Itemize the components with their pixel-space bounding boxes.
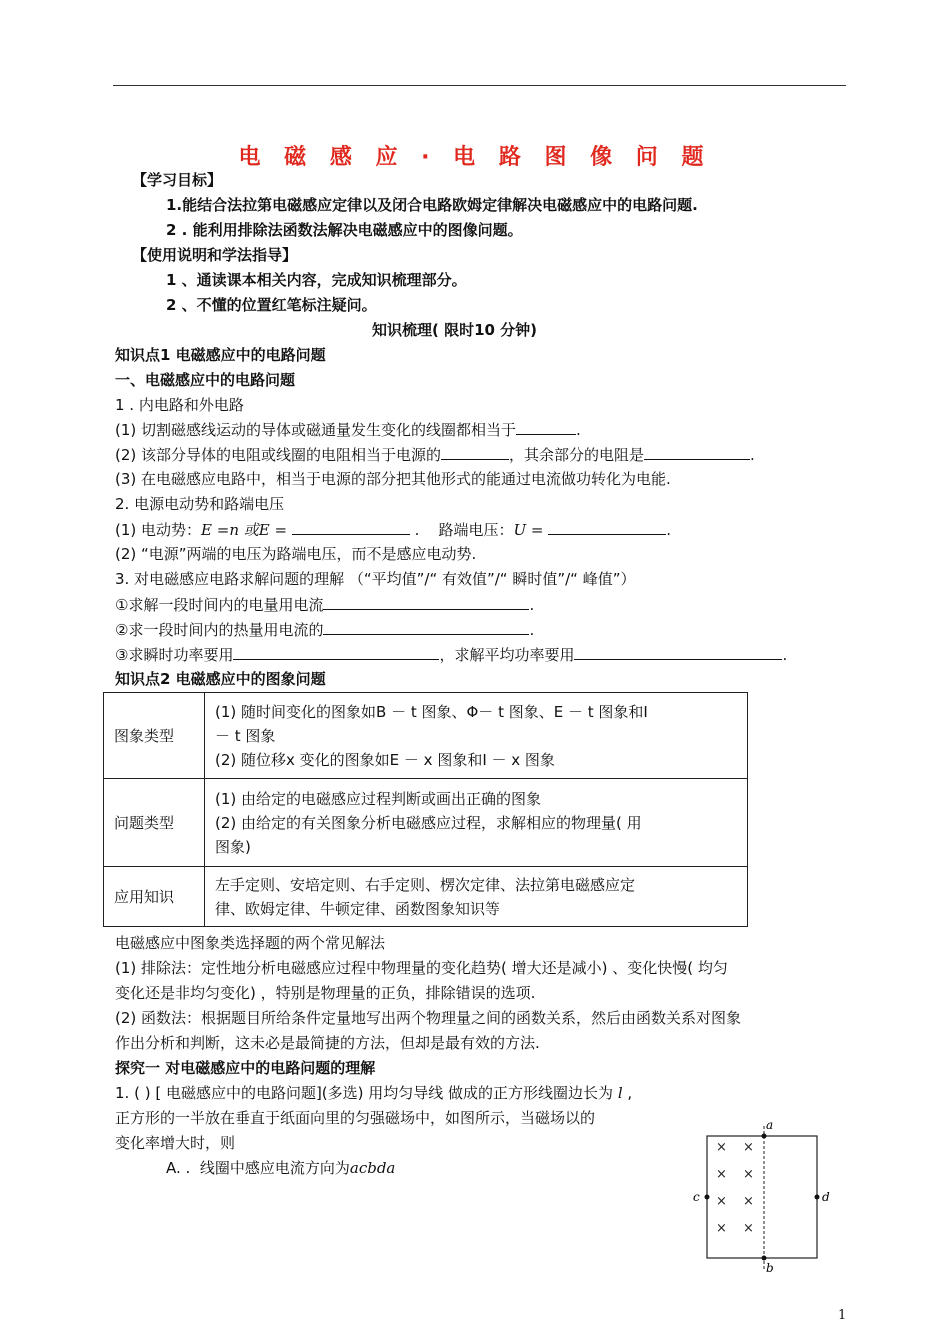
usage-2: 2 、不懂的位置红笔标注疑问。 bbox=[166, 296, 377, 314]
blank-field[interactable] bbox=[644, 444, 750, 460]
field-mark: × bbox=[743, 1194, 754, 1209]
item-2: 2. 电源电动势和路端电压 bbox=[115, 495, 285, 513]
item-3-3-text-a: ③求瞬时功率要用 bbox=[115, 646, 234, 664]
table-line: (2) 随位移x 变化的图象如E － x 图象和I － x 图象 bbox=[215, 750, 555, 769]
kp1-heading: 知识点1 电磁感应中的电路问题 bbox=[115, 346, 326, 364]
method-1-line-1: (1) 排除法：定性地分析电磁感应过程中物理量的变化趋势( 增大还是减小) 、变化快慢( 均匀 bbox=[115, 959, 728, 977]
table-line: － t 图象 bbox=[215, 726, 276, 745]
option-a-var: acbda bbox=[349, 1159, 396, 1177]
item-3-2-text: ②求一段时间内的热量用电流的 bbox=[115, 621, 324, 639]
blank-field[interactable] bbox=[441, 444, 509, 460]
field-mark: × bbox=[716, 1140, 727, 1155]
goal-2: 2 . 能利用排除法函数法解决电磁感应中的图像问题。 bbox=[166, 221, 523, 239]
table-line: 左手定则、安培定则、右手定则、楞次定律、法拉第电磁感应定 bbox=[215, 875, 636, 894]
item-2-1-label: (1) 电动势： bbox=[115, 521, 202, 539]
item-3-3-text-b: ，求解平均功率要用 bbox=[439, 646, 575, 664]
item-1-1: (1) 切割磁感线运动的导体或磁通量发生变化的线圈都相当于 . bbox=[115, 421, 581, 439]
table-row-body bbox=[205, 867, 748, 927]
field-mark: × bbox=[743, 1167, 754, 1182]
item-3: 3. 对电磁感应电路求解问题的理解 （“平均值”/“ 有效值”/“ 瞬时值”/“ 峰值”） bbox=[115, 570, 636, 588]
blank-field[interactable] bbox=[548, 519, 666, 535]
item-1-1-text: (1) 切割磁感线运动的导体或磁通量发生变化的线圈都相当于 bbox=[115, 421, 517, 439]
blank-field[interactable] bbox=[516, 419, 576, 435]
kp2-heading: 知识点2 电磁感应中的图象问题 bbox=[115, 670, 326, 688]
field-mark: × bbox=[743, 1221, 754, 1236]
page-number: 1 bbox=[838, 1308, 847, 1323]
field-mark: × bbox=[716, 1221, 727, 1236]
blank-field[interactable] bbox=[574, 644, 782, 660]
item-2-2: (2) “电源”两端的电压为路端电压，而不是感应电动势. bbox=[115, 545, 477, 563]
side-length-var: l bbox=[617, 1084, 623, 1102]
table-line: (1) 随时间变化的图象如B － t 图象、Φ－ t 图象、E － t 图象和I bbox=[215, 702, 648, 721]
item-1-2-text-a: (2) 该部分导体的电阻或线圈的电阻相当于电源的 bbox=[115, 446, 442, 464]
item-1-2-text-b: ，其余部分的电阻是 bbox=[509, 446, 645, 464]
emf-formula: E =n 或E = bbox=[201, 521, 288, 539]
item-3-3: ③求瞬时功率要用 ，求解平均功率要用 . bbox=[115, 646, 788, 664]
method-2-line-1: (2) 函数法：根据题目所给条件定量地写出两个物理量之间的函数关系，然后由函数关系对图象 bbox=[115, 1009, 742, 1027]
usage-heading: 【使用说明和学法指导】 bbox=[132, 246, 298, 264]
coil-figure bbox=[680, 1112, 840, 1282]
goal-1: 1.能结合法拉第电磁感应定律以及闭合电路欧姆定律解决电磁感应中的电路问题. bbox=[166, 196, 698, 214]
method-1-line-2: 变化还是非均匀变化) ，特别是物理量的正负，排除错误的选项. bbox=[115, 984, 536, 1002]
point-a bbox=[762, 1134, 767, 1139]
option-a-label: A. . bbox=[166, 1159, 191, 1177]
label-b: b bbox=[766, 1261, 774, 1275]
table-row bbox=[104, 779, 748, 867]
field-mark: × bbox=[716, 1167, 727, 1182]
explore-heading: 探究一 对电磁感应中的电路问题的理解 bbox=[115, 1059, 376, 1077]
table-line: 律、欧姆定律、牛顿定律、函数图象知识等 bbox=[215, 899, 501, 918]
item-3-1: ①求解一段时间内的电量用电流 . bbox=[115, 596, 535, 614]
section-1-heading: 一、电磁感应中的电路问题 bbox=[115, 371, 296, 389]
terminal-voltage-label: 路端电压： bbox=[438, 521, 514, 539]
table-row bbox=[104, 693, 748, 779]
review-heading: 知识梳理( 限时10 分钟) bbox=[372, 321, 538, 339]
point-c bbox=[705, 1195, 710, 1200]
label-c: c bbox=[693, 1190, 700, 1204]
header-rule bbox=[113, 85, 846, 86]
goals-heading: 【学习目标】 bbox=[132, 171, 223, 189]
blank-field[interactable] bbox=[323, 594, 529, 610]
table-line: (2) 由给定的有关图象分析电磁感应过程，求解相应的物理量( 用 bbox=[215, 813, 642, 832]
table-row-head: 问题类型 bbox=[104, 779, 205, 867]
point-d bbox=[815, 1195, 820, 1200]
field-mark: × bbox=[716, 1194, 727, 1209]
voltage-formula: U = bbox=[513, 521, 544, 539]
option-a-text: 线圈中感应电流方向为 bbox=[199, 1159, 350, 1177]
item-2-1: (1) 电动势：E =n 或E = . 路端电压：U = . bbox=[115, 521, 671, 539]
label-d: d bbox=[822, 1190, 830, 1204]
knowledge-table bbox=[103, 692, 748, 927]
methods-heading: 电磁感应中图象类选择题的两个常见解法 bbox=[115, 934, 386, 952]
question-1-text: 1. ( ) [ 电磁感应中的电路问题](多选) 用均匀导线 做成的正方形线圈边长为 bbox=[115, 1084, 614, 1102]
question-1-line-2: 正方形的一半放在垂直于纸面向里的匀强磁场中，如图所示，当磁场以的 bbox=[115, 1109, 596, 1127]
item-3-2: ②求一段时间内的热量用电流的 . bbox=[115, 621, 535, 639]
item-1-2: (2) 该部分导体的电阻或线圈的电阻相当于电源的 ，其余部分的电阻是 . bbox=[115, 446, 755, 464]
usage-1: 1 、通读课本相关内容，完成知识梳理部分。 bbox=[166, 271, 467, 289]
table-line: (1) 由给定的电磁感应过程判断或画出正确的图象 bbox=[215, 789, 542, 808]
item-1-3: (3) 在电磁感应电路中，相当于电源的部分把其他形式的能通过电流做功转化为电能. bbox=[115, 470, 671, 488]
page-title: 电 磁 感 应 · 电 路 图 像 问 题 bbox=[238, 145, 712, 170]
table-row-head: 图象类型 bbox=[104, 693, 205, 779]
item-1: 1 . 内电路和外电路 bbox=[115, 396, 244, 414]
method-2-line-2: 作出分析和判断，这未必是最简捷的方法，但却是最有效的方法. bbox=[115, 1034, 540, 1052]
question-1-line-1: 1. ( ) [ 电磁感应中的电路问题](多选) 用均匀导线 做成的正方形线圈边长为 l , bbox=[115, 1084, 633, 1102]
table-row-body bbox=[205, 779, 748, 867]
table-row-head: 应用知识 bbox=[104, 867, 205, 927]
option-a[interactable] bbox=[166, 1158, 395, 1178]
point-b bbox=[762, 1256, 767, 1261]
blank-field[interactable] bbox=[292, 519, 410, 535]
table-row-body bbox=[205, 693, 748, 779]
blank-field[interactable] bbox=[323, 619, 529, 635]
table-row bbox=[104, 867, 748, 927]
table-line: 图象) bbox=[215, 837, 251, 856]
field-mark: × bbox=[743, 1140, 754, 1155]
blank-field[interactable] bbox=[233, 644, 439, 660]
label-a: a bbox=[766, 1118, 774, 1132]
question-1-line-3: 变化率增大时，则 bbox=[115, 1134, 236, 1152]
item-3-1-text: ①求解一段时间内的电量用电流 bbox=[115, 596, 324, 614]
